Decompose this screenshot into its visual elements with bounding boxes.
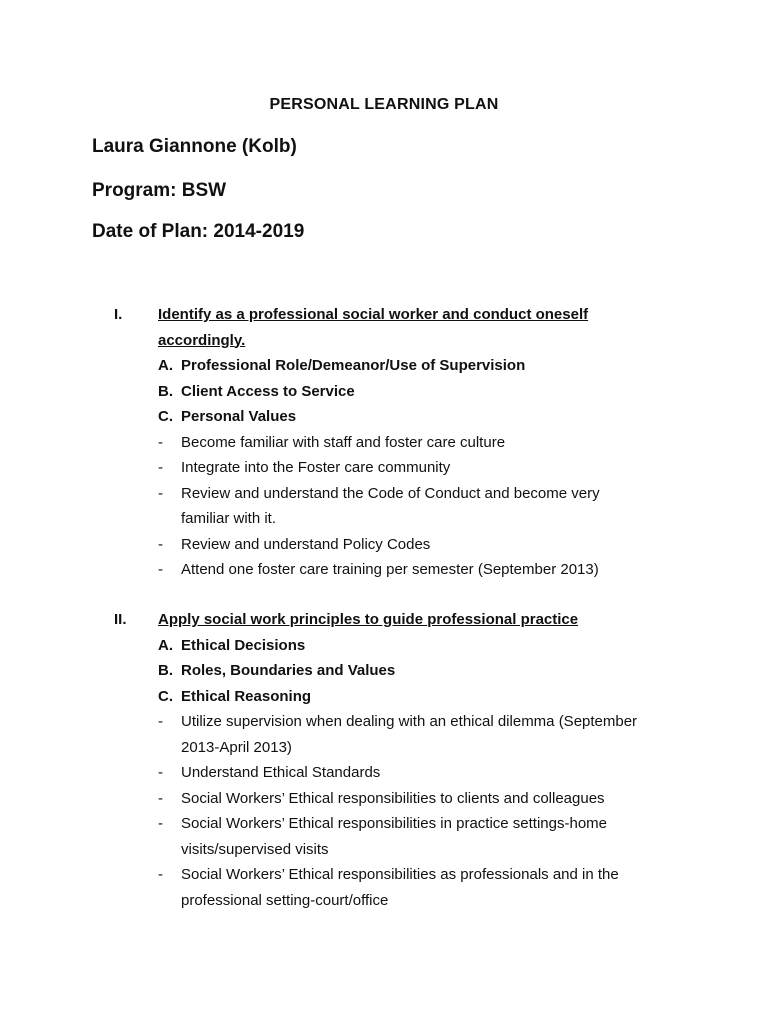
subitem-marker: B. [158,662,173,679]
section-heading-continued: accordingly. [158,331,246,349]
bullet-text: Become familiar with staff and foster care culture [181,433,506,451]
subitem-marker: B. [158,382,173,400]
bullet-marker: - [158,433,163,451]
subitem-text: Ethical Reasoning [181,687,312,705]
bullet-marker: - [158,815,163,832]
bullet-text-continued: visits/supervised visits [181,840,329,858]
subitem-marker: C. [158,408,173,425]
subitem-text: Professional Role/Demeanor/Use of Supervision [181,357,526,374]
bullet-item [158,786,678,812]
subitem-marker: A. [158,357,173,374]
bullet-text: Attend one foster care training per semester (September 2013) [181,561,599,578]
bullet-item [158,557,678,583]
subitem-text: Roles, Boundaries and Values [181,662,396,679]
bullet-marker: - [158,764,163,781]
bullet-item [158,455,678,481]
subitem-c [158,404,678,430]
bullet-text-continued: familiar with it. [181,510,277,527]
subitem-a [158,353,678,379]
subitem-c [158,684,678,710]
subitem-b [158,379,678,405]
page-title: PERSONAL LEARNING PLAN [269,96,499,113]
bullet-marker: - [158,535,163,553]
bullet-marker: - [158,789,163,807]
bullet-text: Social Workers’ Ethical responsibilities as professionals and in the [181,866,619,883]
bullet-marker: - [158,459,163,476]
date-of-plan: Date of Plan: 2014-2019 [92,221,305,242]
bullet-text: Review and understand Policy Codes [181,535,431,553]
bullet-marker: - [158,484,163,502]
subitem-a [158,633,678,659]
bullet-text: Review and understand the Code of Conduct and become very [181,484,600,502]
bullet-text: Social Workers’ Ethical responsibilities to clients and colleagues [181,789,605,807]
subitem-b [158,658,678,684]
bullet-item [158,430,678,456]
bullet-item [158,709,678,735]
section-numeral: I. [114,306,123,323]
section-numeral: II. [114,611,127,628]
subitem-marker: C. [158,687,173,705]
program-line: Program: BSW [92,180,227,201]
bullet-text-continued: professional setting-court/office [181,891,389,909]
author-name: Laura Giannone (Kolb) [92,136,297,157]
bullet-item [158,811,678,837]
bullet-text: Social Workers’ Ethical responsibilities in practice settings-home [181,815,608,832]
bullet-item [158,760,678,786]
bullet-item [158,481,678,507]
bullet-item [158,532,678,558]
section-heading: Apply social work principles to guide professional practice [158,611,579,628]
subitem-text: Client Access to Service [181,382,355,400]
bullet-text: Utilize supervision when dealing with an ethical dilemma (September [181,713,638,730]
bullet-marker: - [158,866,163,883]
bullet-item [158,862,678,888]
subitem-marker: A. [158,636,173,654]
bullet-text: Understand Ethical Standards [181,764,381,781]
bullet-text: Integrate into the Foster care community [181,459,451,476]
bullet-marker: - [158,561,163,578]
subitem-text: Ethical Decisions [181,636,306,654]
subitem-text: Personal Values [181,408,297,425]
section-heading: Identify as a professional social worker and conduct oneself [158,306,589,323]
bullet-marker: - [158,713,163,730]
bullet-text-continued: 2013-April 2013) [181,738,292,756]
